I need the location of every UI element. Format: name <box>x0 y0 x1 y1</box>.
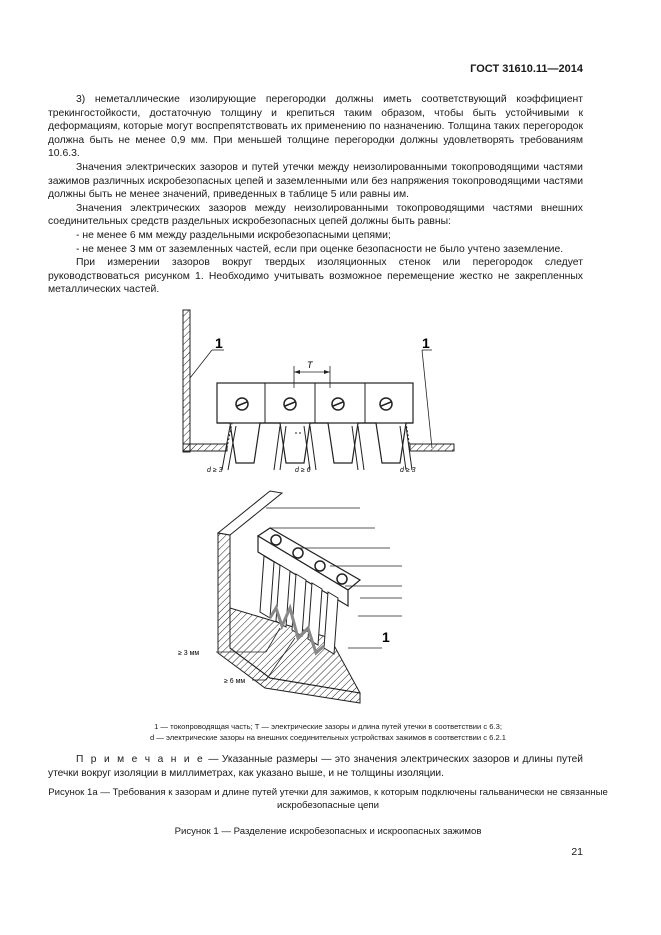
spacing-label-T: T <box>307 360 313 370</box>
list-item-2: - не менее 3 мм от заземленных частей, если при оценке безопасности не было учтено заземление. <box>76 243 564 255</box>
terminal-block-isometric <box>216 491 402 703</box>
list-item-1: - не менее 6 мм между раздельными искробезопасными цепями; <box>76 229 391 241</box>
page-number: 21 <box>571 846 583 858</box>
paragraph-4: При измерении зазоров вокруг твердых изоляционных стенок или перегородок следует руководствоваться рисунком 1. Необходимо учитывать возможное перемещение жестко не закрепленных металлических частей. <box>48 257 583 296</box>
body-text <box>48 93 583 297</box>
note-label: П р и м е ч а н и е <box>76 754 205 765</box>
dimension-label-6mm: ≥ 6 мм <box>224 678 246 685</box>
figure-legend <box>48 721 608 743</box>
legend-line-2: d — электрические зазоры на внешних соединительных устройствах зажимов в соответствии с 6.2.1 <box>149 733 507 742</box>
clearance-label-d6: d ≥ 6 <box>295 467 311 474</box>
paragraph-1: 3) неметаллические изолирующие перегородки должны иметь соответствующий коэффициент трекингостойкости, достаточную толщину и крепиться таким образом, чтобы быть устойчивыми к деформациям, которые могут воспрепятствовать их применению по назначению. Толщина таких перегородок должна быть не менее 0,9 мм. При меньшей толщине перегородки должны удовлетворять требованиям 10.6.3. <box>48 94 583 160</box>
callout-1-bottom: 1 <box>382 629 390 645</box>
callout-1-right: 1 <box>422 335 430 351</box>
legend-line-1: 1 — токопроводящая часть; T — электрические зазоры и длина путей утечки в соответствии с 6.3; <box>154 722 502 731</box>
paragraph-3: Значения электрических зазоров между неизолированными токопроводящими частями внешних соединительных средств раздельных искробезопасных цепей должны быть равны: <box>48 202 583 228</box>
paragraph-2: Значения электрических зазоров и путей утечки между неизолированными токопроводящими частями зажимов различных искробезопасных цепей и заземленными или без напряжения токопроводящими частями должны быть не менее значений, приведенных в таблице 5 или равны им. <box>48 161 583 201</box>
note <box>48 753 583 780</box>
dimension-label-3mm: ≥ 3 мм <box>178 650 200 657</box>
figure-1a <box>170 308 470 708</box>
callout-1-left: 1 <box>215 335 223 351</box>
clearance-label-d3-right: d ≥ 3 <box>400 467 416 474</box>
clearance-label-d3-left: d ≥ 3 <box>207 467 223 474</box>
figure-1-caption: Рисунок 1 — Разделение искробезопасных и искроопасных зажимов <box>174 826 482 837</box>
note-text: — Указанные размеры — это значения электрических зазоров и длины путей утечки вокруг изоляции в миллиметрах, как указано выше, и не толщины изоляции. <box>48 754 583 779</box>
figure-1a-caption: Рисунок 1а — Требования к зазорам и длине путей утечки для зажимов, к которым подключены гальванически не связанные искробезопасные цепи <box>48 787 608 811</box>
standard-header: ГОСТ 31610.11—2014 <box>470 63 583 75</box>
terminal-block-section <box>183 310 454 470</box>
